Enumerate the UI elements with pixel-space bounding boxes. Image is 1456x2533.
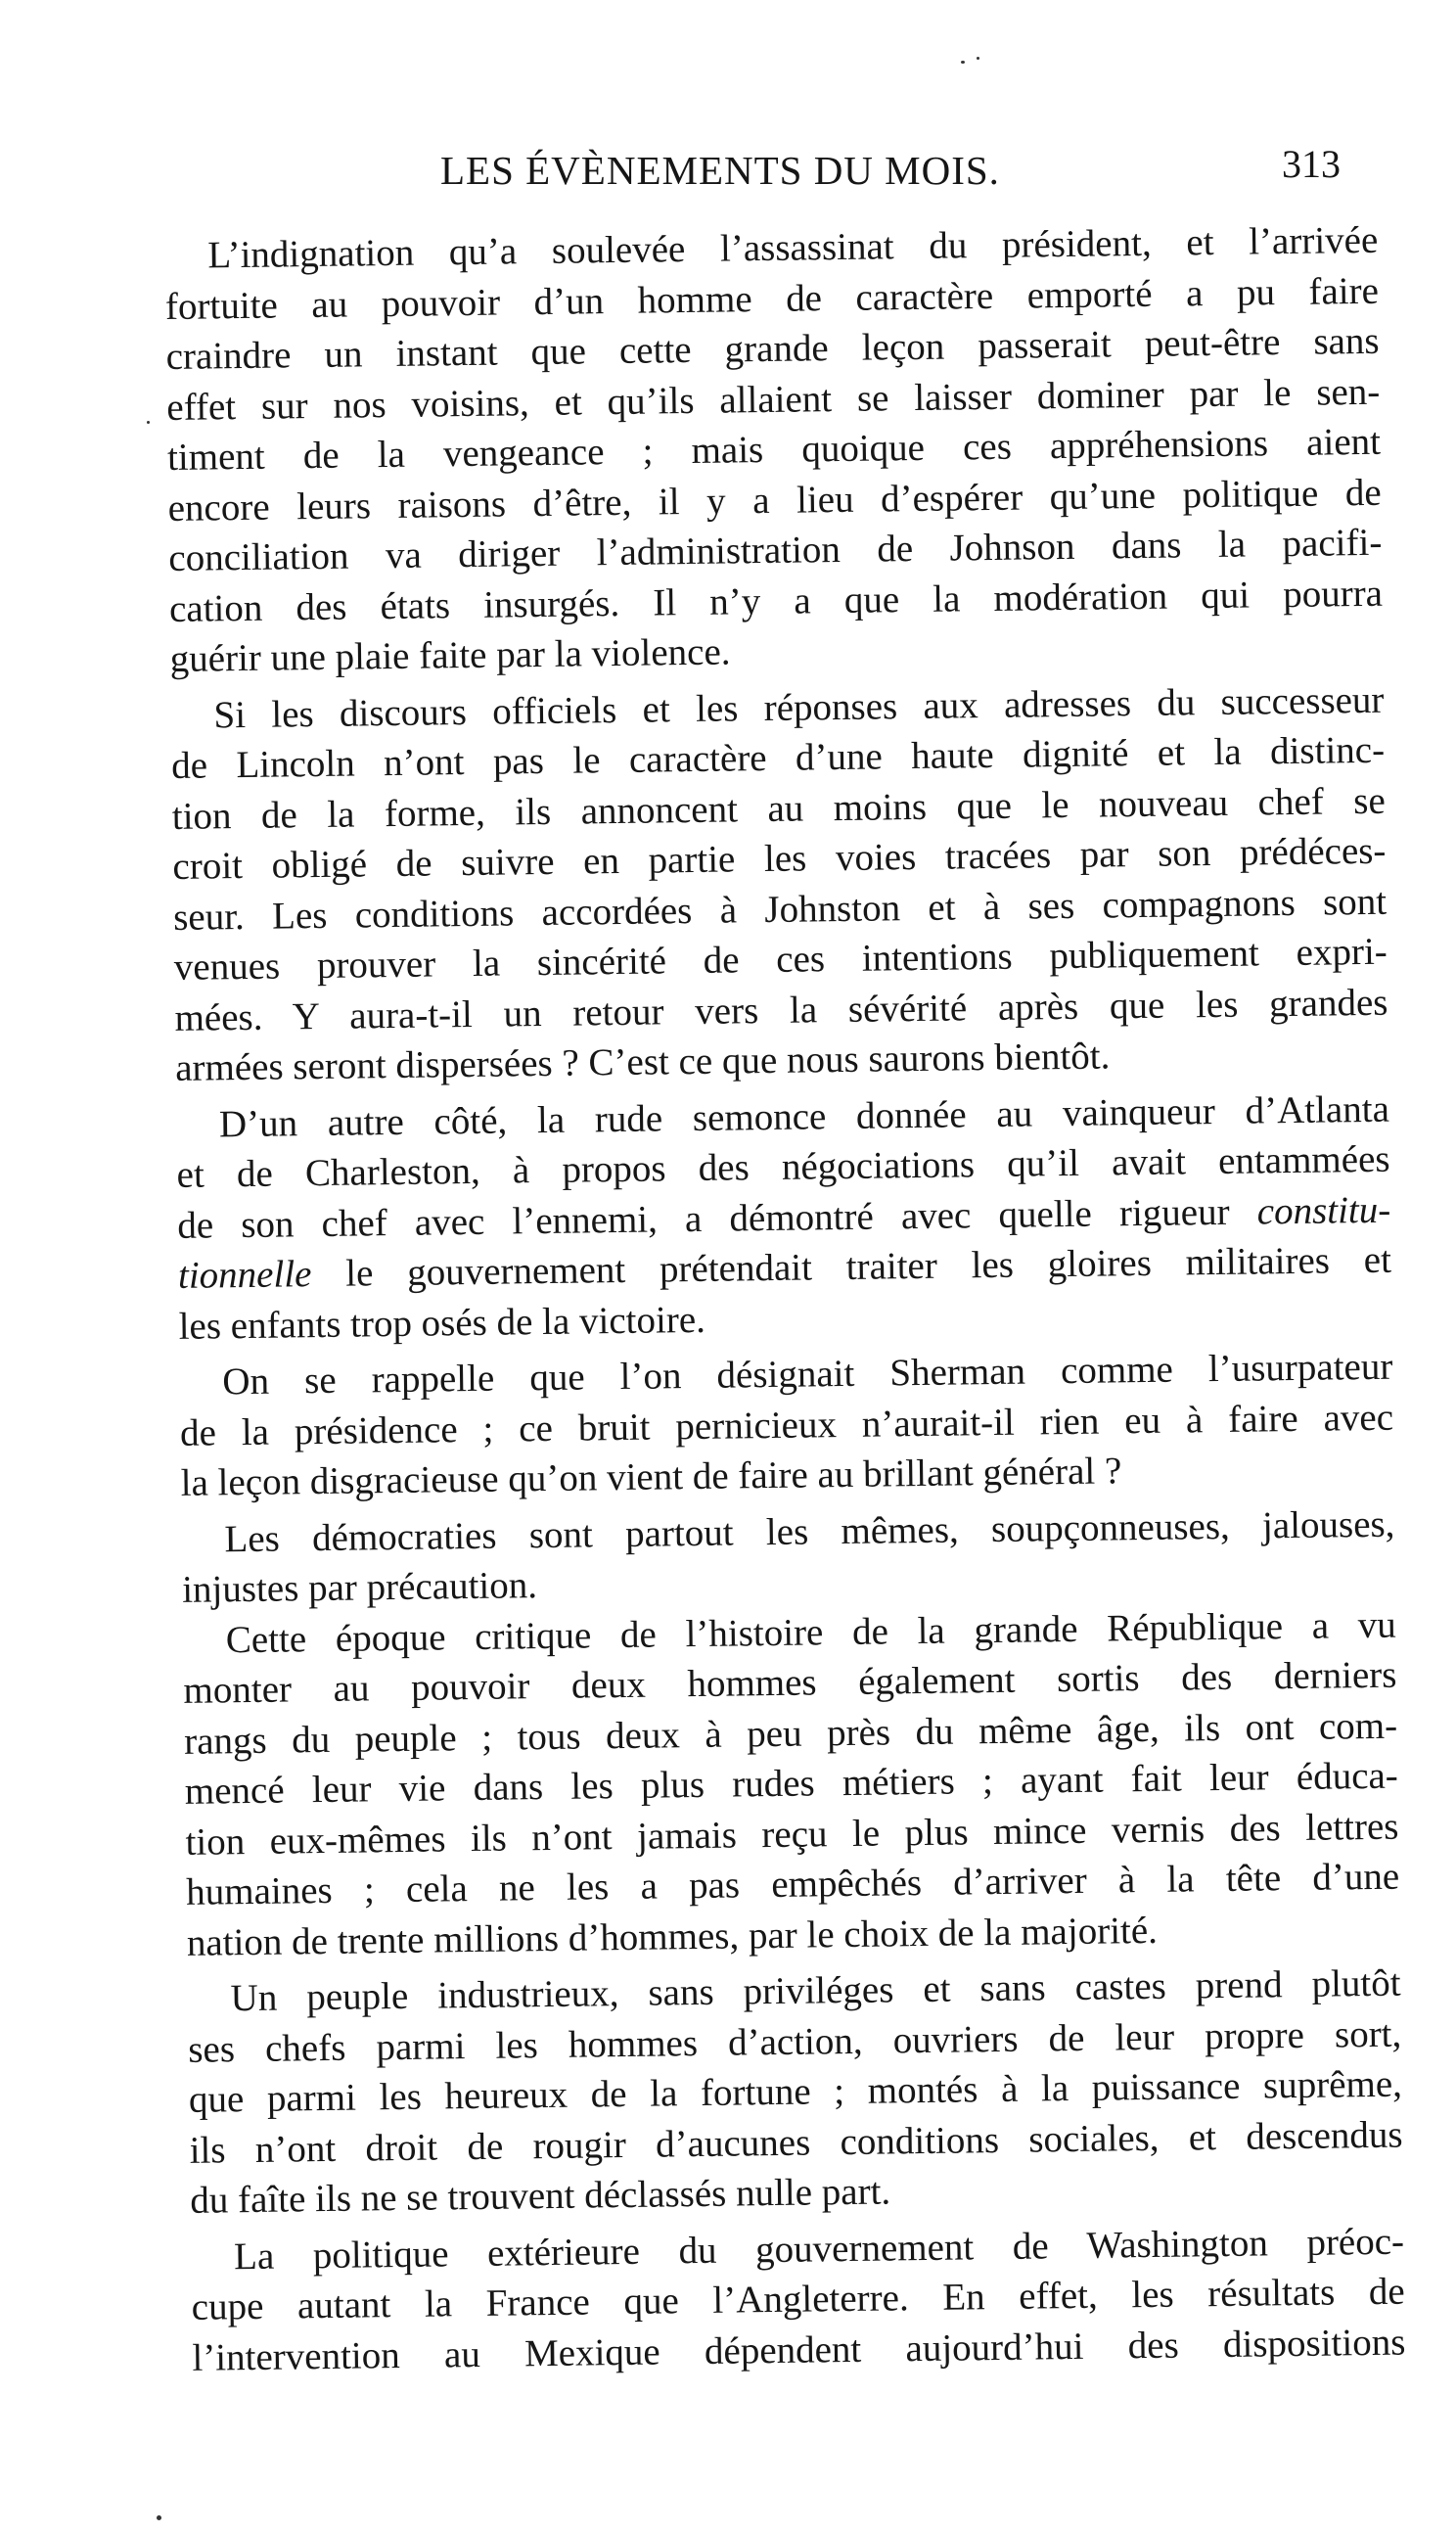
text-line: de la présidence ; ce bruit pernicieux n’aurait-il rien eu à faire avec xyxy=(179,1396,1394,1454)
running-title: LES ÉVÈNEMENTS DU MOIS. xyxy=(440,148,1000,193)
text-line: Un peuple industrieux, sans priviléges et sans castes prend plutôt xyxy=(230,1961,1401,2020)
text-segment: de son chef avec l’ennemi, a démontré avec quelle rigueur xyxy=(177,1190,1230,1247)
text-line: conciliation va diriger l’administration de Johnson dans la pacifi- xyxy=(168,521,1383,579)
text-line: timent de la vengeance ; mais quoique ces appréhensions aient xyxy=(166,420,1382,479)
italic-word: constitu- xyxy=(1256,1188,1391,1232)
text-line: de Lincoln n’ont pas le caractère d’une haute dignité et la distinc- xyxy=(170,728,1386,787)
text-line: rangs du peuple ; tous deux à peu près du même âge, ils ont com- xyxy=(183,1704,1398,1763)
text-line: que parmi les heureux de la fortune ; montés à la puissance suprême, xyxy=(188,2062,1403,2121)
page-header xyxy=(157,142,1370,206)
text-line: craindre un instant que cette grande leçon passerait peut-être sans xyxy=(165,319,1380,378)
text-line: mées. Y aura-t-il un retour vers la sévérité après que les grandes xyxy=(174,981,1388,1039)
text-line: nation de trente millions d’hommes, par le choix de la majorité. xyxy=(186,1909,1159,1964)
text-line: les enfants trop osés de la victoire. xyxy=(178,1298,706,1348)
text-line: cupe autant la France que l’Angleterre. En effet, les résultats de xyxy=(191,2270,1405,2328)
page-number: 313 xyxy=(1282,142,1341,186)
text-line: et de Charleston, à propos des négociations qu’il avait entammées xyxy=(176,1137,1390,1196)
text-line: D’un autre côté, la rude semonce donnée au vainqueur d’Atlanta xyxy=(218,1087,1390,1145)
text-line: venues prouver la sincérité de ces intentions publiquement expri- xyxy=(173,930,1388,989)
text-line: ses chefs parmi les hommes d’action, ouvriers de leur propre sort, xyxy=(188,2012,1402,2071)
text-line: l’intervention au Mexique dépendent aujourd’hui des dispositions xyxy=(192,2321,1406,2379)
text-line: mencé leur vie dans les plus rudes métiers ; ayant fait leur éduca- xyxy=(184,1754,1399,1813)
text-line: effet sur nos voisins, et qu’ils allaient se laisser dominer par le sen- xyxy=(166,370,1381,429)
text-line: injustes par précaution. xyxy=(181,1564,538,1611)
text-line: tion de la forme, ils annoncent au moins que le nouveau chef se xyxy=(171,779,1387,838)
text-line: On se rappelle que l’on désignait Sherman comme l’usurpateur xyxy=(222,1345,1393,1404)
ink-speck xyxy=(961,61,965,64)
body-text xyxy=(164,215,1406,2383)
text-line: humaines ; cela ne les a pas empêchés d’arriver à la tête d’une xyxy=(185,1855,1400,1913)
text-line: monter au pouvoir deux hommes également sortis des derniers xyxy=(183,1653,1397,1712)
text-line: armées seront dispersées ? C’est ce que nous saurons bientôt. xyxy=(174,1035,1111,1089)
ink-speck xyxy=(147,421,150,424)
text-line: ils n’ont droit de rougir d’aucunes conditions sociales, et descendus xyxy=(189,2113,1403,2172)
text-line: tion eux-mêmes ils n’ont jamais reçu le plus mince vernis des lettres xyxy=(185,1805,1399,1864)
text-line: Les démocraties sont partout les mêmes, soupçonneuses, jalouses, xyxy=(224,1502,1395,1560)
text-line: cation des états insurgés. Il n’y a que la modération qui pourra xyxy=(168,572,1384,630)
text-line: fortuite au pouvoir d’un homme de caractère emporté a pu faire xyxy=(164,269,1380,328)
text-line: Si les discours officiels et les réponses aux adresses du successeur xyxy=(213,678,1385,736)
text-line: encore leurs raisons d’être, il y a lieu d’espérer qu’une politique de xyxy=(167,471,1382,530)
ink-speck xyxy=(157,2515,161,2520)
text-line: la leçon disgracieuse qu’on vient de faire au brillant général ? xyxy=(180,1450,1122,1504)
italic-word: tionnelle xyxy=(177,1253,312,1297)
text-line: seur. Les conditions accordées à Johnston et à ses compagnons sont xyxy=(172,880,1388,939)
text-line: L’indignation qu’a soulevée l’assassinat du président, et l’arrivée xyxy=(207,218,1379,277)
text-line: La politique extérieure du gouvernement de Washington préoc- xyxy=(233,2220,1405,2278)
text-segment: le gouvernement prétendait traiter les gloires militaires et xyxy=(344,1238,1392,1295)
text-line: du faîte ils ne se trouvent déclassés nulle part. xyxy=(190,2170,891,2222)
text-line: Cette époque critique de l’histoire de la grande République a vu xyxy=(225,1603,1397,1661)
text-line: guérir une plaie faite par la violence. xyxy=(169,630,731,680)
ink-speck xyxy=(977,57,979,60)
text-line: croit obligé de suivre en partie les voies tracées par son prédéces- xyxy=(172,829,1387,888)
